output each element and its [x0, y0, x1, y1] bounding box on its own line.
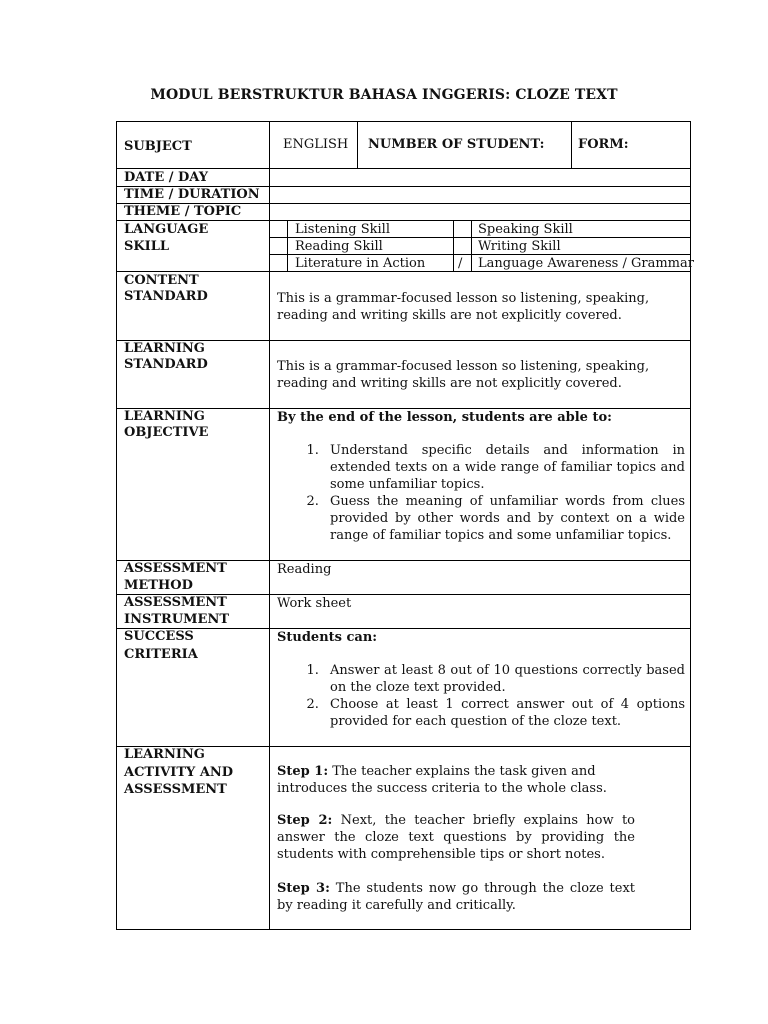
column-divider — [269, 122, 270, 929]
step-text: The students now go through the cloze text by reading it carefully and critically. — [277, 881, 636, 913]
subject-value: ENGLISH — [283, 137, 349, 152]
list-item: 1. Understand specific details and information in extended texts on a wide range of familiar topics and some unfamiliar topics. — [323, 442, 685, 493]
subject-label: SUBJECT — [124, 139, 192, 154]
skill-speaking: Speaking Skill — [478, 222, 573, 237]
lesson-plan-table — [116, 121, 694, 930]
time-label: TIME / DURATION — [124, 187, 260, 202]
step-lead: Step 3: — [277, 881, 330, 896]
date-label: DATE / DAY — [124, 170, 209, 185]
skill-listening: Listening Skill — [295, 222, 390, 237]
activity-label: ACTIVITY AND — [124, 765, 234, 780]
learning-standard-label: LEARNING — [124, 341, 205, 356]
method-label: METHOD — [124, 578, 193, 593]
content-label: CONTENT — [124, 273, 199, 288]
theme-label: THEME / TOPIC — [124, 204, 242, 219]
column-divider — [357, 122, 358, 168]
activity-label: LEARNING — [124, 747, 205, 762]
step-text: Next, the teacher briefly explains how to answer the cloze text questions by providing the students with comprehensible tips or short notes. — [277, 813, 635, 862]
learning-standard-text: This is a grammar-focused lesson so listening, speaking, reading and writing skills are not explicitly covered. — [277, 359, 650, 391]
objective-intro: By the end of the lesson, students are able to: — [277, 410, 612, 425]
success-label: SUCCESS — [124, 629, 194, 644]
step-lead: Step 2: — [277, 813, 333, 828]
objective-label: LEARNING — [124, 409, 205, 424]
step-text: The teacher explains the task given and introduces the success criteria to the whole class. — [277, 764, 607, 796]
list-item: 2. Choose at least 1 correct answer out of 4 options provided for each question of the cloze text. — [323, 696, 685, 730]
row-divider — [117, 628, 690, 629]
content-label: STANDARD — [124, 289, 208, 304]
step-lead: Step 1: — [277, 764, 329, 779]
form-label: FORM: — [578, 137, 629, 152]
method-label: ASSESSMENT — [124, 561, 227, 576]
checkbox-divider — [287, 220, 288, 271]
success-list — [277, 662, 685, 730]
method-value: Reading — [277, 562, 332, 577]
checkbox-divider — [453, 220, 454, 271]
activity-label: ASSESSMENT — [124, 782, 227, 797]
column-divider — [571, 122, 572, 168]
content-standard-text: This is a grammar-focused lesson so listening, speaking, reading and writing skills are not explicitly covered. — [277, 291, 650, 323]
skill-reading: Reading Skill — [295, 239, 383, 254]
language-label: LANGUAGE — [124, 222, 209, 237]
objective-list — [277, 442, 685, 544]
step-paragraph — [277, 880, 635, 914]
objective-label: OBJECTIVE — [124, 425, 209, 440]
success-label: CRITERIA — [124, 647, 198, 662]
page-title: MODUL BERSTRUKTUR BAHASA INGGERIS: CLOZE TEXT — [150, 87, 618, 103]
instrument-label: ASSESSMENT — [124, 595, 227, 610]
skill-grammar: Language Awareness / Grammar — [478, 256, 694, 271]
list-item: 2. Guess the meaning of unfamiliar words from clues provided by other words and by context on a wide range of familiar topics and some unfamiliar topics. — [323, 493, 685, 544]
language-label: SKILL — [124, 239, 170, 254]
success-intro: Students can: — [277, 630, 378, 645]
list-item: 1. Answer at least 8 out of 10 questions correctly based on the cloze text provided. — [323, 662, 685, 696]
skill-literature: Literature in Action — [295, 256, 426, 271]
learning-standard-label: STANDARD — [124, 357, 208, 372]
step-paragraph — [277, 763, 637, 797]
checkbox-divider — [471, 220, 472, 271]
grammar-check-mark: / — [458, 256, 463, 271]
students-label: NUMBER OF STUDENT: — [368, 137, 545, 152]
instrument-label: INSTRUMENT — [124, 612, 230, 627]
skill-writing: Writing Skill — [478, 239, 561, 254]
step-paragraph — [277, 812, 635, 863]
instrument-value: Work sheet — [277, 596, 352, 611]
